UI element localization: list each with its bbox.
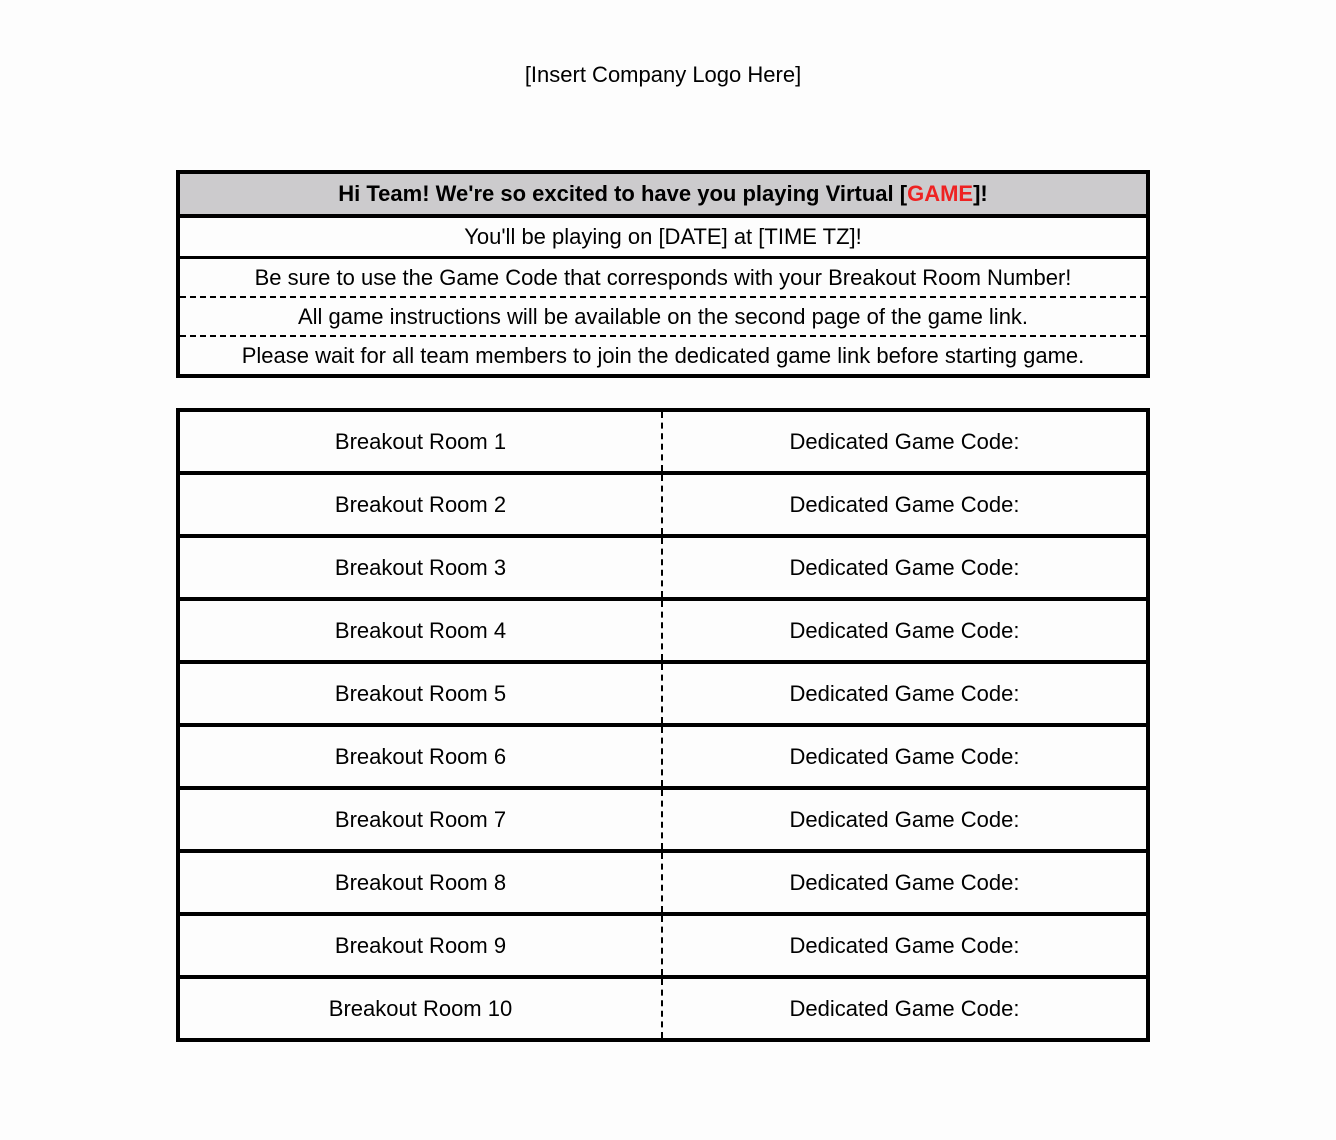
game-code-cell: Dedicated Game Code: <box>789 617 1020 643</box>
game-code-cell: Dedicated Game Code: <box>789 995 1020 1021</box>
room-name-cell: Breakout Room 5 <box>180 664 663 723</box>
table-row <box>180 979 1146 1042</box>
table-row <box>180 727 1146 790</box>
greeting-header <box>180 174 1146 218</box>
breakout-rooms-table <box>176 408 1150 1042</box>
greeting-prefix: Hi Team! We're so excited to have you playing Virtual [ <box>338 181 908 206</box>
room-name-cell: Breakout Room 9 <box>180 916 663 975</box>
instruction-second-page: All game instructions will be available on the second page of the game link. <box>180 298 1146 337</box>
game-code-cell: Dedicated Game Code: <box>789 491 1020 517</box>
game-code-cell: Dedicated Game Code: <box>789 428 1020 454</box>
greeting-suffix: ]! <box>973 181 988 206</box>
table-row <box>180 601 1146 664</box>
room-name-cell: Breakout Room 6 <box>180 727 663 786</box>
table-row <box>180 475 1146 538</box>
room-name-cell: Breakout Room 8 <box>180 853 663 912</box>
schedule-line: You'll be playing on [DATE] at [TIME TZ]! <box>180 218 1146 259</box>
room-name-cell: Breakout Room 2 <box>180 475 663 534</box>
info-table <box>176 170 1150 378</box>
game-name-placeholder: GAME <box>907 181 974 206</box>
table-row <box>180 790 1146 853</box>
game-code-cell: Dedicated Game Code: <box>789 932 1020 958</box>
table-row <box>180 916 1146 979</box>
game-code-cell: Dedicated Game Code: <box>789 869 1020 895</box>
game-code-cell: Dedicated Game Code: <box>789 554 1020 580</box>
game-code-cell: Dedicated Game Code: <box>789 680 1020 706</box>
room-name-cell: Breakout Room 1 <box>180 412 663 471</box>
table-row <box>180 538 1146 601</box>
table-row <box>180 664 1146 727</box>
room-name-cell: Breakout Room 4 <box>180 601 663 660</box>
game-code-cell: Dedicated Game Code: <box>789 806 1020 832</box>
room-name-cell: Breakout Room 7 <box>180 790 663 849</box>
company-logo-placeholder: [Insert Company Logo Here] <box>524 62 802 87</box>
instruction-game-code: Be sure to use the Game Code that corresponds with your Breakout Room Number! <box>180 259 1146 298</box>
room-name-cell: Breakout Room 10 <box>180 979 663 1038</box>
room-name-cell: Breakout Room 3 <box>180 538 663 597</box>
table-row <box>180 853 1146 916</box>
instruction-wait-team: Please wait for all team members to join the dedicated game link before starting game. <box>241 342 1085 368</box>
game-code-cell: Dedicated Game Code: <box>789 743 1020 769</box>
table-row <box>180 412 1146 475</box>
